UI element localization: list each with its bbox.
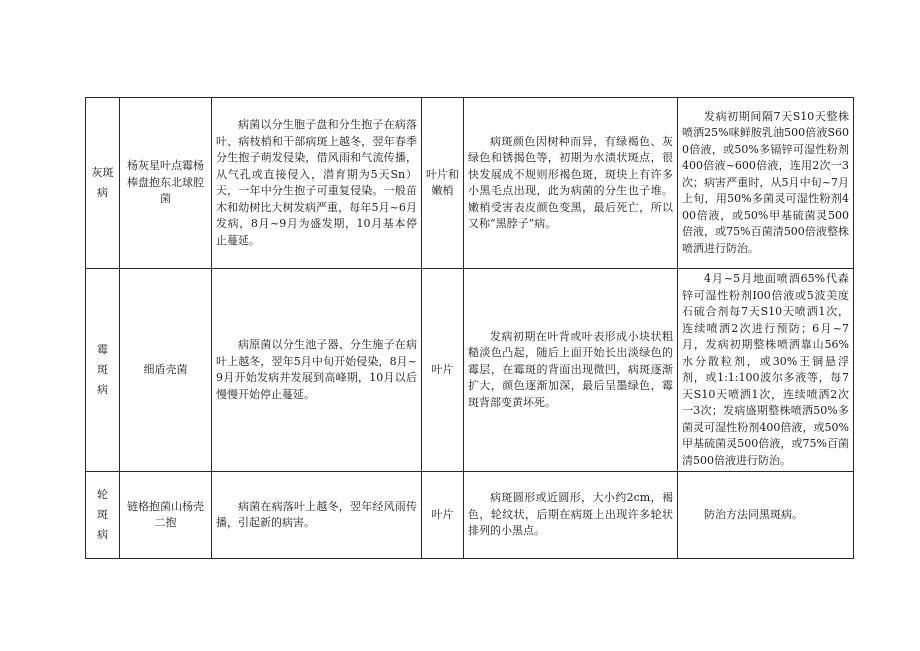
table-row: [86, 472, 854, 559]
disease-name-cell: [86, 269, 120, 472]
symptom-cell: 发病初期在叶背或叶表形成小块状粗糙淡色凸起，随后上面开始长出淡绿色的霉层，在霉斑的背面出现微凹，病斑逐渐扩大，颜色逐渐加深，最后呈墨绿色，霉斑背部变黄坏死。: [464, 269, 678, 472]
table-row: [86, 269, 854, 472]
occurrence-rule-cell: 病原菌以分生池子器、分生施子在病叶上越冬，翌年5月中旬开始侵染，8月~9月开始发病并发展到高峰期，10月以后慢慢开始停止蔓延。: [212, 269, 422, 472]
control-method-cell: 4月~5月地面喷酒65%代森锌可湿性粉剂I00倍液或5波美度石硫合剂每7天S10天喷洒1次，连续喷洒2次进行预防；6月~7月，发病初期整株喷洒靠山56%水分散粒剂，或30%王铜悬浮剂，或1:1:100波尔多液等，每7天S10天喷洒1次，连续喷洒2次一3次；发病盛期整株喷洒50%多菌灵可湿性粉剂400倍液，或50%甲基硫菌灵500倍液，或75%百菌清500倍液进行防治。: [678, 269, 854, 472]
occurrence-rule-cell: 病菌以分生胞子盘和分生抱子在病落叶、病枝梢和干部病斑上越冬，翌年春季分生抱子萌发侵染，借风雨和气流传播，从气孔或直接侵入，潜育期为5天Sn）天，一年中分生抱子可重复侵染。一般苗木和幼树比大树发病严重，每年5月~6月发病，8月~9月为盛发期，10月基本停止蔓延。: [212, 98, 422, 269]
symptom-cell: 病斑颜色因树种而异，有绿褐色、灰绿色和锈揭色等，初期为水渍状斑点，很快发展成不规则形褐色斑，斑块上有许多小黑毛点出现，此为病菌的分生也子堆。嫩梢受害表皮颜色变黑，最后死亡，所以又称“黑脖子”病。: [464, 98, 678, 269]
pathogen-cell: 链格抱菌山杨壳二抱: [120, 472, 212, 559]
symptom-cell: 病斑圆形或近圆形，大小约2cm，褐色，轮纹状，后期在病斑上出现许多轮状排列的小黑点。: [464, 472, 678, 559]
affected-part-cell: 叶片和嫩梢: [422, 98, 464, 269]
pathogen-cell: 杨灰星叶点霉杨棒盘抱东北球腔菌: [120, 98, 212, 269]
disease-name-part: 斑: [97, 508, 108, 521]
disease-name-cell: [86, 98, 120, 269]
control-method-cell: 发病初期间隔7天S10天整株喷洒25%咪鲜胺乳油500倍液S600倍液，或50%多镉锌可湿性粉剂400倍液~600倍液，连用2次一3次；病害严重时，从5月中旬~7月上旬，用50%多菌灵可湿性粉剂400倍液，或50%甲基硫菌灵500倍液，或75%百菌清500倍液整株喷洒进行防治。: [678, 98, 854, 269]
disease-name-part: 斑: [97, 363, 108, 376]
pathogen-cell: 细盾壳菌: [120, 269, 212, 472]
disease-table: [85, 97, 854, 559]
occurrence-rule-cell: 病菌在病落叶上越冬，翌年经风雨传播，引起新的病害。: [212, 472, 422, 559]
affected-part-cell: 叶片: [422, 472, 464, 559]
disease-name-part: 霉: [97, 343, 108, 356]
disease-name-part: 灰斑: [91, 166, 114, 179]
disease-name-part: 轮: [97, 488, 108, 501]
affected-part-cell: 叶片: [422, 269, 464, 472]
table-row: [86, 98, 854, 269]
disease-name-part: 病: [97, 383, 108, 396]
disease-name-cell: [86, 472, 120, 559]
disease-name-part: 病: [97, 528, 108, 541]
disease-name-part: 病: [97, 186, 108, 199]
control-method-cell: 防治方法同黑斑病。: [678, 472, 854, 559]
